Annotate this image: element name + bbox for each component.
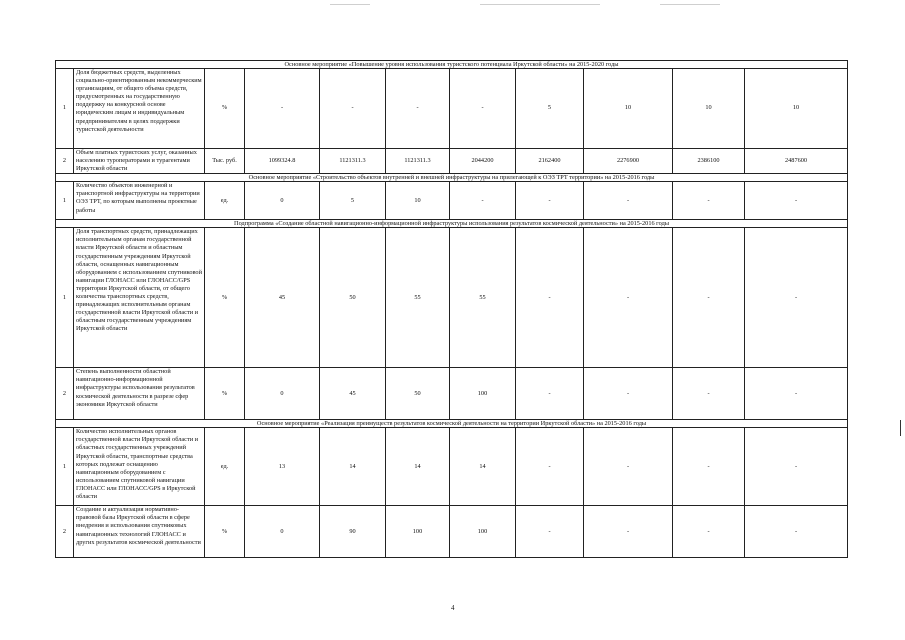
value-cell: - (673, 368, 745, 420)
value-cell: - (320, 69, 386, 149)
value-cell: - (673, 228, 745, 368)
indicator-name-cell: Доля бюджетных средств, выделенных социально-ориентированным некоммерческим организациям, от общего объема средств, предусмотренных на государственную поддержку на конкурсной основе юридическим лицам и индивидуальным предпринимателям в целях поддержки туристской деятельности (74, 69, 205, 149)
indicator-name-cell: Степень выполненности областной навигационно-информационной инфраструктуры использования результатов космической деятельности в разрезе сфер экономики Иркутской области (74, 368, 205, 420)
scan-artifact (480, 4, 600, 5)
value-cell: - (450, 69, 516, 149)
section-header-row (56, 174, 848, 182)
value-cell: - (745, 506, 848, 558)
table-row (56, 228, 848, 368)
row-number-cell: 2 (56, 368, 74, 420)
value-cell: - (516, 368, 584, 420)
value-cell: 55 (450, 228, 516, 368)
row-number-cell: 1 (56, 428, 74, 506)
margin-mark (900, 420, 901, 436)
row-number-cell: 2 (56, 506, 74, 558)
value-cell: 14 (450, 428, 516, 506)
value-cell: 100 (386, 506, 450, 558)
indicators-table (55, 60, 848, 558)
unit-cell: % (205, 506, 245, 558)
value-cell: - (745, 228, 848, 368)
value-cell: - (584, 182, 673, 220)
value-cell: 13 (245, 428, 320, 506)
value-cell: 5 (320, 182, 386, 220)
unit-cell: % (205, 228, 245, 368)
value-cell: - (516, 182, 584, 220)
value-cell: 2487600 (745, 149, 848, 174)
unit-cell: ед. (205, 428, 245, 506)
value-cell: 1121311.3 (386, 149, 450, 174)
value-cell: - (584, 506, 673, 558)
value-cell: - (584, 228, 673, 368)
value-cell: - (245, 69, 320, 149)
value-cell: - (745, 428, 848, 506)
value-cell: - (516, 228, 584, 368)
value-cell: 50 (320, 228, 386, 368)
table-row (56, 506, 848, 558)
value-cell: 55 (386, 228, 450, 368)
value-cell: 100 (450, 506, 516, 558)
value-cell: - (673, 506, 745, 558)
indicator-name-cell: Объем платных туристских услуг, оказанных населению туроператорами и турагентами Иркутской области (74, 149, 205, 174)
value-cell: 50 (386, 368, 450, 420)
value-cell: 90 (320, 506, 386, 558)
value-cell: - (516, 428, 584, 506)
unit-cell: ед. (205, 182, 245, 220)
row-number-cell: 1 (56, 228, 74, 368)
value-cell: 2162400 (516, 149, 584, 174)
value-cell: - (673, 182, 745, 220)
value-cell: 0 (245, 368, 320, 420)
value-cell: 2276900 (584, 149, 673, 174)
value-cell: 0 (245, 182, 320, 220)
row-number-cell: 2 (56, 149, 74, 174)
value-cell: 10 (386, 182, 450, 220)
value-cell: 14 (386, 428, 450, 506)
value-cell: - (584, 428, 673, 506)
value-cell: 100 (450, 368, 516, 420)
value-cell: - (584, 368, 673, 420)
value-cell: 5 (516, 69, 584, 149)
section-title: Основное мероприятие «Реализация преимуществ результатов космической деятельности на территории Иркутской области» на 2015-2016 годы (56, 420, 848, 428)
value-cell: - (516, 506, 584, 558)
table-row (56, 428, 848, 506)
value-cell: - (745, 182, 848, 220)
value-cell: - (386, 69, 450, 149)
value-cell: 0 (245, 506, 320, 558)
indicator-name-cell: Количество исполнительных органов государственной власти Иркутской области и областных государственных учреждений Иркутской области, транспортные средства которых подлежат оснащению навигационным оборудованием с использованием спутниковой навигации ГЛОНАСС или ГЛОНАСС/GPS в Иркутской области (74, 428, 205, 506)
value-cell: 2044200 (450, 149, 516, 174)
section-title: Основное мероприятие «Строительство объектов внутренней и внешней инфраструктуры на прилегающей к ОЭЗ ТРТ территории» на 2015-2016 годы (56, 174, 848, 182)
value-cell: - (450, 182, 516, 220)
indicator-name-cell: Создание и актуализация нормативно-правовой базы Иркутской области в сфере внедрения и использования спутниковых навигационных технологий ГЛОНАСС и других результатов космической деятельности (74, 506, 205, 558)
scan-artifact (330, 4, 370, 5)
value-cell: - (745, 368, 848, 420)
table-row (56, 149, 848, 174)
unit-cell: Тыс. руб. (205, 149, 245, 174)
value-cell: 1099324.8 (245, 149, 320, 174)
unit-cell: % (205, 368, 245, 420)
value-cell: 2386100 (673, 149, 745, 174)
value-cell: 1121311.3 (320, 149, 386, 174)
row-number-cell: 1 (56, 182, 74, 220)
value-cell: - (673, 428, 745, 506)
section-header-row (56, 61, 848, 69)
value-cell: 45 (320, 368, 386, 420)
section-header-row (56, 420, 848, 428)
scan-artifact (660, 4, 720, 5)
table-row (56, 368, 848, 420)
unit-cell: % (205, 69, 245, 149)
value-cell: 10 (584, 69, 673, 149)
value-cell: 14 (320, 428, 386, 506)
table-row (56, 69, 848, 149)
table-body (56, 61, 848, 558)
indicator-name-cell: Доля транспортных средств, принадлежащих исполнительным органам государственной власти Иркутской области и областным государственным учреждениям Иркутской области, оснащенных навигационным оборудованием с использованием спутниковой навигации ГЛОНАСС или ГЛОНАСС/GPS территории Иркутской области, от общего количества транспортных средств, принадлежащих исполнительным органам государственной власти Иркутской области и областным государственным учреждениям Иркутской области (74, 228, 205, 368)
row-number-cell: 1 (56, 69, 74, 149)
value-cell: 10 (745, 69, 848, 149)
value-cell: 10 (673, 69, 745, 149)
value-cell: 45 (245, 228, 320, 368)
page-number: 4 (451, 604, 455, 612)
table-row (56, 182, 848, 220)
section-title: Основное мероприятие «Повышение уровня использования туристского потенциала Иркутской области» на 2015-2020 годы (56, 61, 848, 69)
indicator-name-cell: Количество объектов инженерной и транспортной инфраструктуры на территории ОЭЗ ТРТ, по которым выполнены проектные работы (74, 182, 205, 220)
section-title: Подпрограмма «Создание областной навигационно-информационной инфраструктуры использования результатов космической деятельности» на 2015-2016 годы (56, 220, 848, 228)
section-header-row (56, 220, 848, 228)
